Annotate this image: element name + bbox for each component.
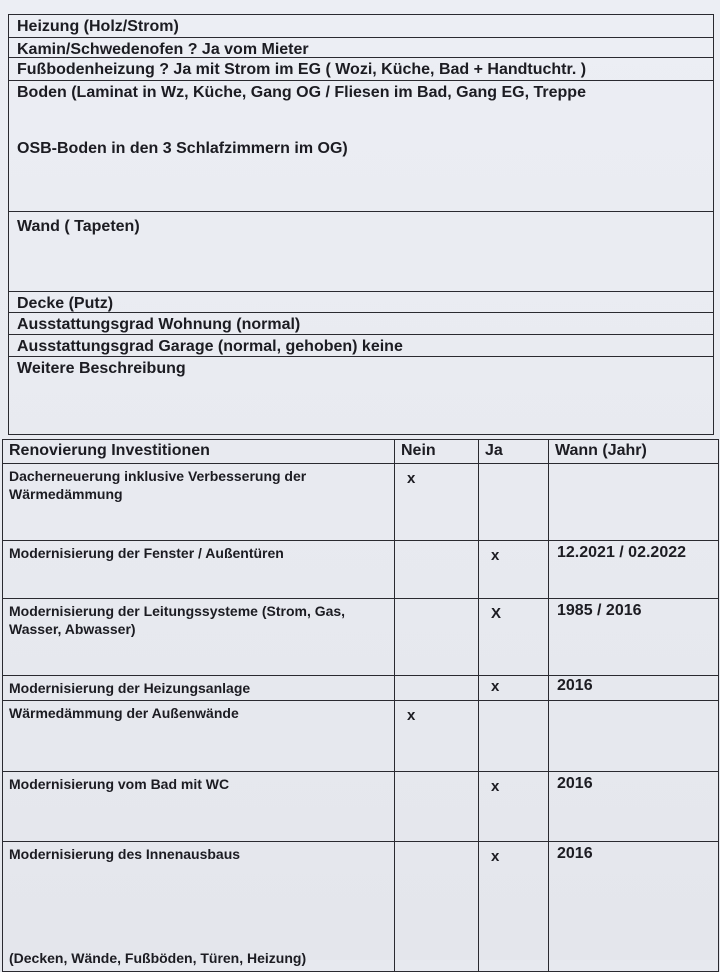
table-row — [3, 701, 719, 772]
table-row — [3, 541, 719, 599]
table-row — [3, 676, 719, 701]
fireplace-row — [9, 38, 713, 58]
floor-heating-text: Fußbodenheizung ? Ja mit Strom im EG ( Wozi, Küche, Bad + Handtuchtr. ) — [17, 61, 587, 78]
task-bathroom: Modernisierung vom Bad mit WC — [3, 772, 395, 842]
table-row — [3, 772, 719, 842]
nein-mark — [395, 676, 479, 701]
task-roof: Dacherneuerung inklusive Verbesserung der Wärmedämmung — [3, 464, 395, 541]
equipment-apartment-row — [9, 313, 713, 335]
nein-mark: x — [395, 701, 479, 772]
ja-mark: x — [479, 842, 549, 972]
task-wall-insulation: Wärmedämmung der Außenwände — [3, 701, 395, 772]
renovation-table — [2, 439, 719, 972]
further-description-row — [9, 357, 713, 435]
header-investments: Renovierung Investitionen — [3, 440, 395, 464]
equipment-garage-text: Ausstattungsgrad Garage (normal, gehoben) keine — [17, 338, 403, 355]
ja-mark: X — [479, 599, 549, 676]
wall-text: Wand ( Tapeten) — [17, 218, 140, 235]
property-description-table — [8, 14, 714, 435]
equipment-apartment-text: Ausstattungsgrad Wohnung (normal) — [17, 316, 301, 333]
year-value — [549, 464, 719, 541]
header-ja: Ja — [479, 440, 549, 464]
floor-row — [9, 81, 713, 212]
ja-mark — [479, 464, 549, 541]
floor-text-line2: OSB-Boden in den 3 Schlafzimmern im OG) — [17, 140, 348, 157]
task-windows: Modernisierung der Fenster / Außentüren — [3, 541, 395, 599]
table-row — [3, 599, 719, 676]
ceiling-row — [9, 292, 713, 313]
wall-row — [9, 212, 713, 292]
year-value: 2016 — [549, 842, 719, 972]
ja-mark — [479, 701, 549, 772]
header-nein: Nein — [395, 440, 479, 464]
ja-mark: x — [479, 676, 549, 701]
nein-mark — [395, 842, 479, 972]
task-interior-note: (Decken, Wände, Fußböden, Türen, Heizung) — [9, 950, 307, 966]
ceiling-text: Decke (Putz) — [17, 295, 114, 312]
task-interior — [3, 842, 395, 972]
task-heating-system: Modernisierung der Heizungsanlage — [3, 676, 395, 701]
renovation-header-row — [3, 440, 719, 464]
nein-mark — [395, 599, 479, 676]
year-value: 2016 — [549, 676, 719, 701]
nein-mark — [395, 541, 479, 599]
ja-mark: x — [479, 772, 549, 842]
task-interior-title: Modernisierung des Innenausbaus — [9, 846, 241, 862]
floor-text-line1: Boden (Laminat in Wz, Küche, Gang OG / Fliesen im Bad, Gang EG, Treppe — [17, 84, 586, 101]
equipment-garage-row — [9, 335, 713, 357]
table-row — [3, 464, 719, 541]
heating-row — [9, 15, 713, 38]
table-row — [3, 842, 719, 972]
year-value — [549, 701, 719, 772]
floor-heating-row — [9, 58, 713, 81]
nein-mark — [395, 772, 479, 842]
heating-text: Heizung (Holz/Strom) — [17, 18, 179, 35]
year-value: 12.2021 / 02.2022 — [549, 541, 719, 599]
ja-mark: x — [479, 541, 549, 599]
year-value: 1985 / 2016 — [549, 599, 719, 676]
year-value: 2016 — [549, 772, 719, 842]
further-description-text: Weitere Beschreibung — [17, 360, 186, 377]
task-pipes: Modernisierung der Leitungssysteme (Strom, Gas, Wasser, Abwasser) — [3, 599, 395, 676]
header-year: Wann (Jahr) — [549, 440, 719, 464]
fireplace-text: Kamin/Schwedenofen ? Ja vom Mieter — [17, 41, 309, 58]
nein-mark: x — [395, 464, 479, 541]
